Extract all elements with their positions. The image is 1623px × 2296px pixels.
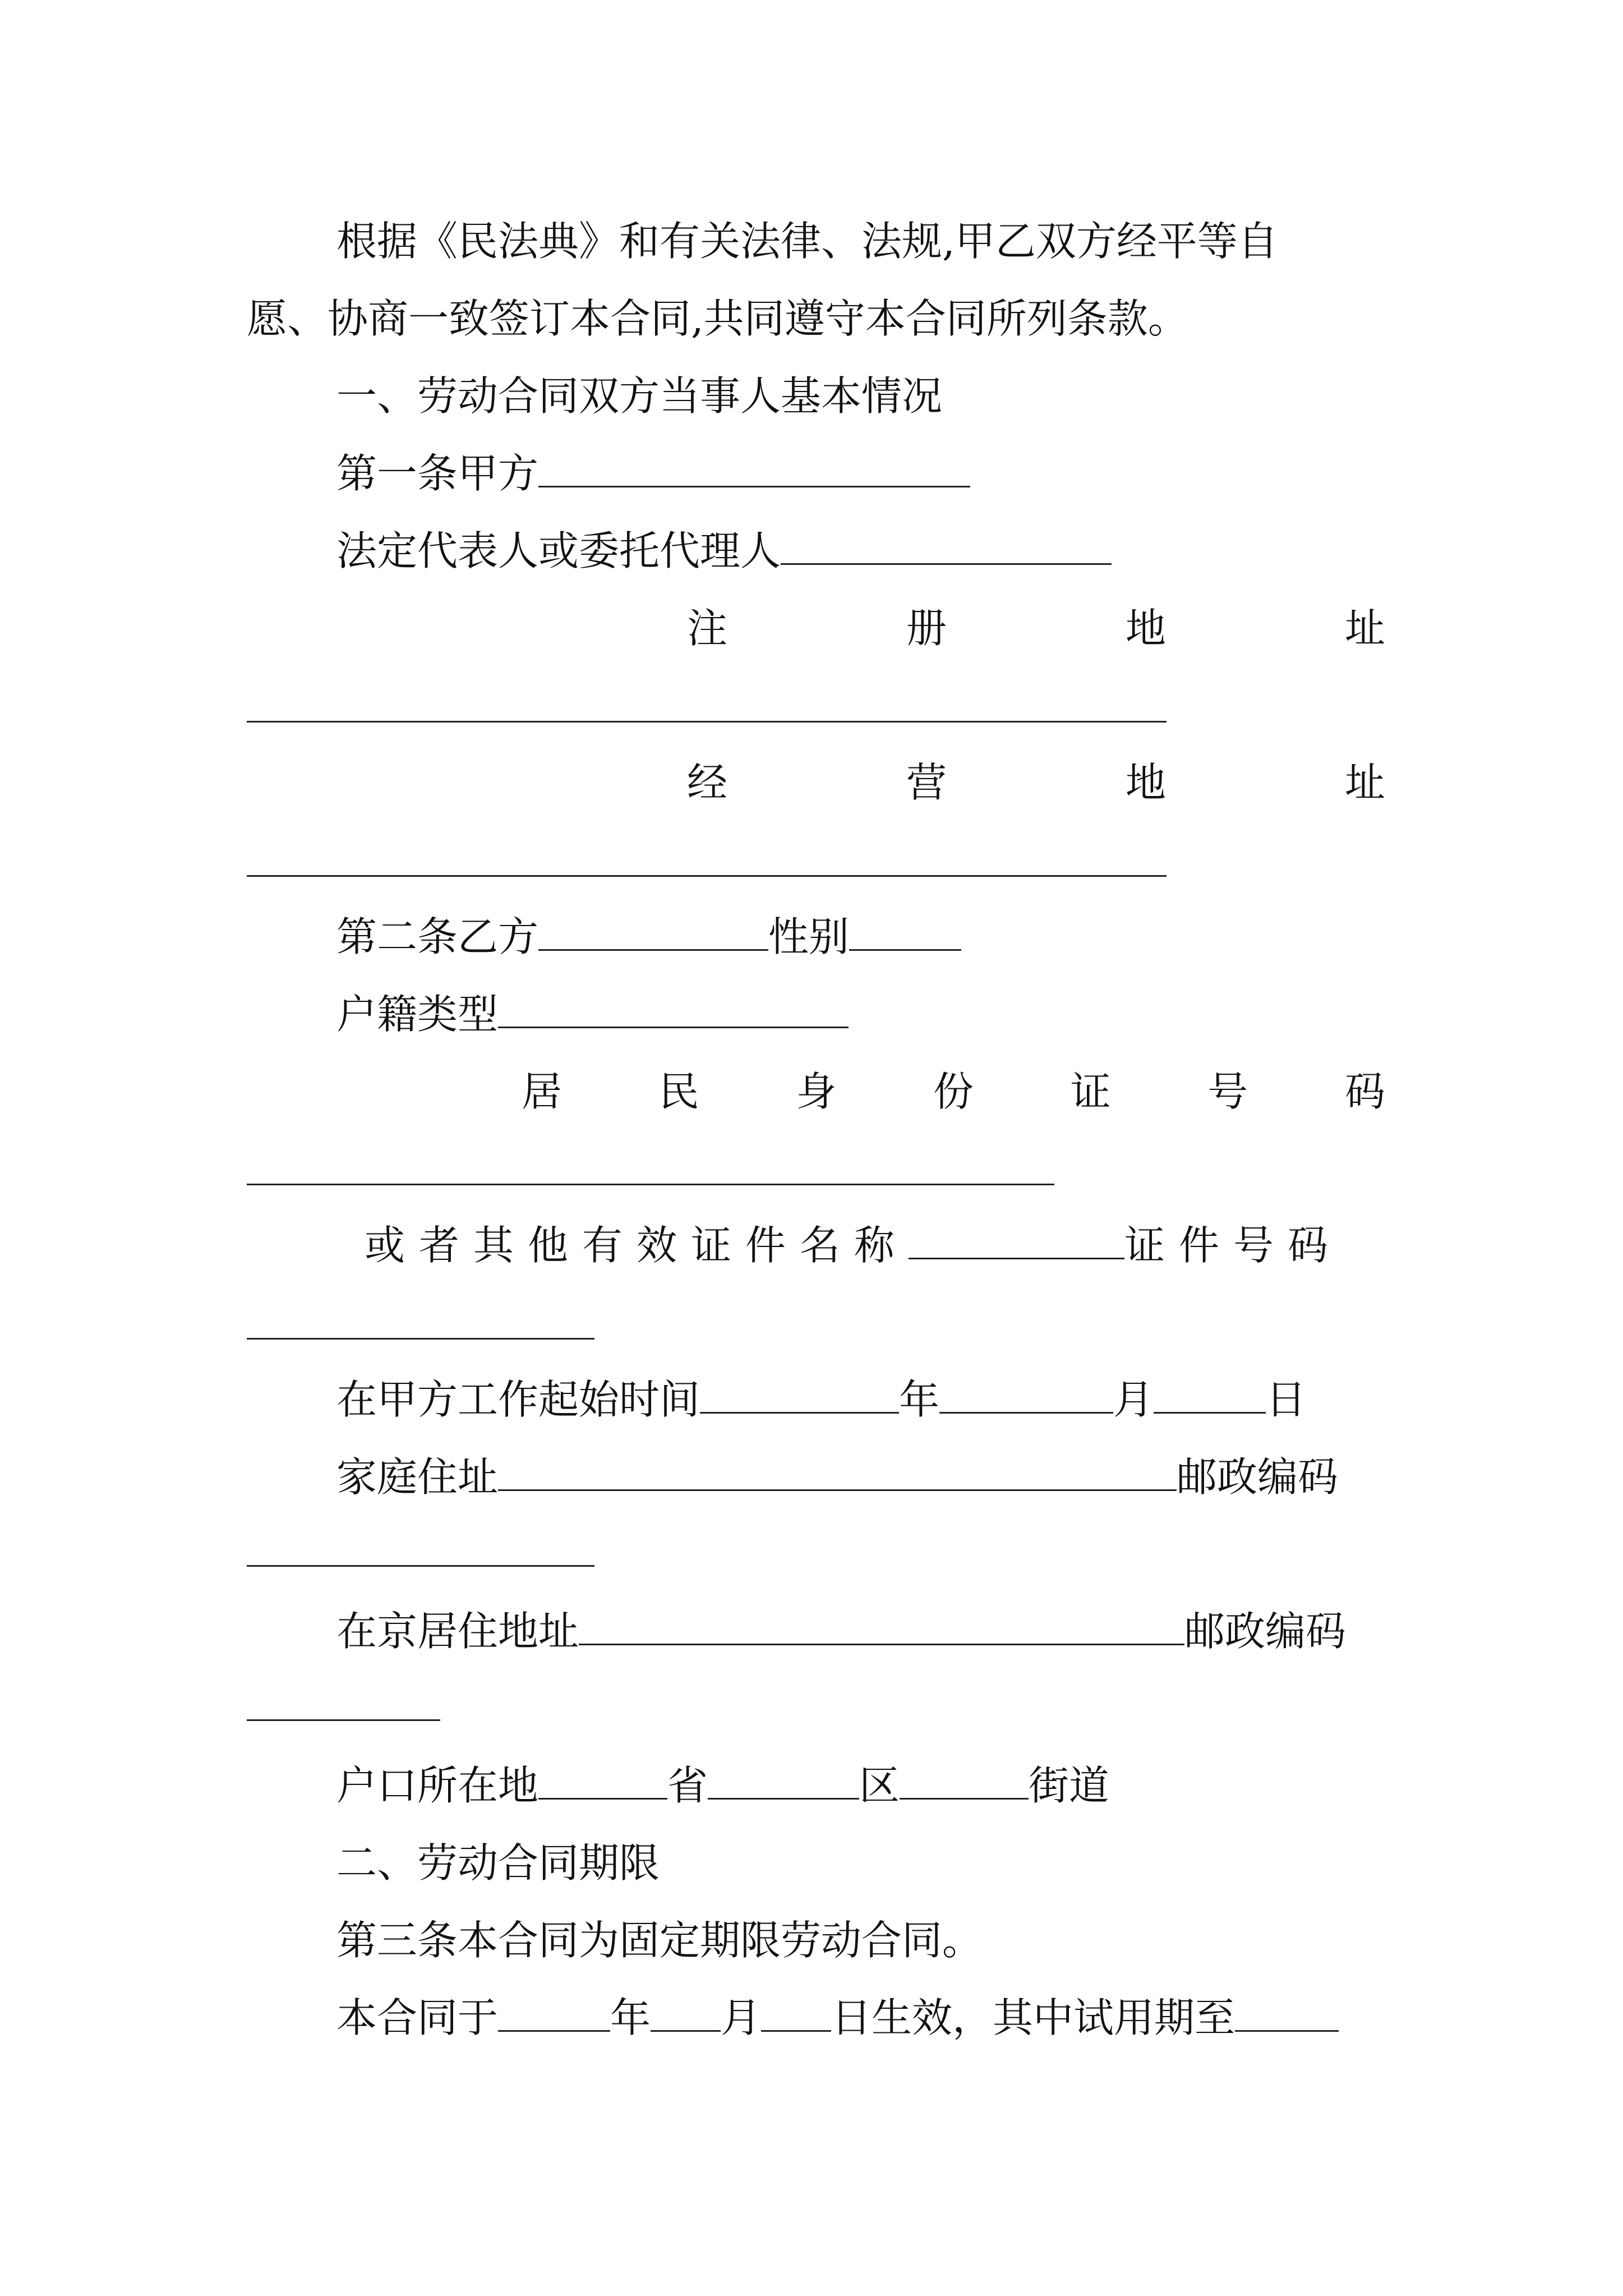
party-b-blank [538,912,768,951]
effective-year-blank [498,1993,610,2032]
street-blank [900,1761,1029,1800]
start-year-label: 年 [899,1376,940,1423]
effective-day-blank [761,1993,831,2032]
home-postcode-label: 邮政编码 [1177,1453,1339,1501]
home-address-blank [498,1452,1177,1491]
article-2-line [336,909,961,965]
start-time-line [336,1372,1306,1428]
home-postcode-blank [247,1565,594,1567]
article-1-label: 第一条甲方 [336,450,539,497]
gender-blank [849,912,961,951]
hukou-location-label: 户口所在地 [336,1762,539,1809]
intro-line-1: 根据《民法典》和有关法律、法规,甲乙双方经平等自 [336,218,1278,265]
other-id-number-blank [247,1338,594,1340]
business-address-label: 经 营 地 址 [687,759,1385,806]
beijing-postcode-blank [247,1719,440,1721]
representative-line [336,523,1112,579]
gender-label: 性别 [768,913,850,960]
effective-year-label: 年 [610,1994,651,2041]
hukou-location-line [336,1757,1109,1814]
section-2-title: 二、劳动合同期限 [336,1839,660,1887]
effective-prefix: 本合同于 [336,1994,499,2041]
id-number-label: 居 民 身 份 证 号 码 [522,1068,1385,1115]
start-day-label: 日 [1266,1376,1307,1423]
province-label: 省 [667,1762,708,1809]
beijing-address-label: 在京居住地址 [336,1608,579,1655]
representative-label: 法定代表人或委托代理人 [336,527,781,574]
start-month-label: 月 [1113,1376,1154,1423]
beijing-postcode-label: 邮政编码 [1184,1608,1347,1655]
street-label: 街道 [1029,1762,1110,1809]
article-1-line [336,445,970,501]
hukou-type-line [336,986,849,1042]
party-a-blank [538,449,970,487]
start-time-label: 在甲方工作起始时间 [336,1376,700,1423]
other-id-line [365,1217,1342,1273]
district-label: 区 [859,1762,900,1809]
probation-end-blank [1235,1993,1339,2032]
home-address-line [336,1449,1338,1505]
hukou-type-label: 户籍类型 [336,991,499,1038]
effective-day-text: 日生效，其中试用期至 [831,1994,1235,2041]
start-month-blank [939,1375,1113,1414]
home-address-label: 家庭住址 [336,1453,499,1501]
beijing-address-line [336,1603,1346,1659]
hukou-type-blank [498,990,849,1028]
start-year-blank [700,1375,899,1414]
article-2-label: 第二条乙方 [336,913,539,960]
intro-line-2: 愿、协商一致签订本合同,共同遵守本合同所列条款。 [247,295,1188,342]
article-3-text: 第三条本合同为固定期限劳动合同。 [336,1917,983,1964]
province-blank [538,1761,667,1800]
registered-address-label: 注 册 地 址 [687,605,1385,652]
district-blank [708,1761,859,1800]
id-number-blank [247,1184,1054,1185]
registered-address-blank [247,721,1166,723]
effective-date-line [336,1990,1339,2046]
other-id-number-label: 证件号码 [1124,1222,1343,1269]
representative-blank [781,526,1112,565]
effective-month-blank [651,1993,721,2032]
other-id-label: 或者其他有效证件名称 [365,1222,909,1269]
other-id-name-blank [909,1221,1124,1259]
business-address-blank [247,875,1166,877]
effective-month-label: 月 [721,1994,762,2041]
start-day-blank [1154,1375,1266,1414]
beijing-address-blank [579,1607,1184,1645]
section-1-title: 一、劳动合同双方当事人基本情况 [336,372,943,420]
